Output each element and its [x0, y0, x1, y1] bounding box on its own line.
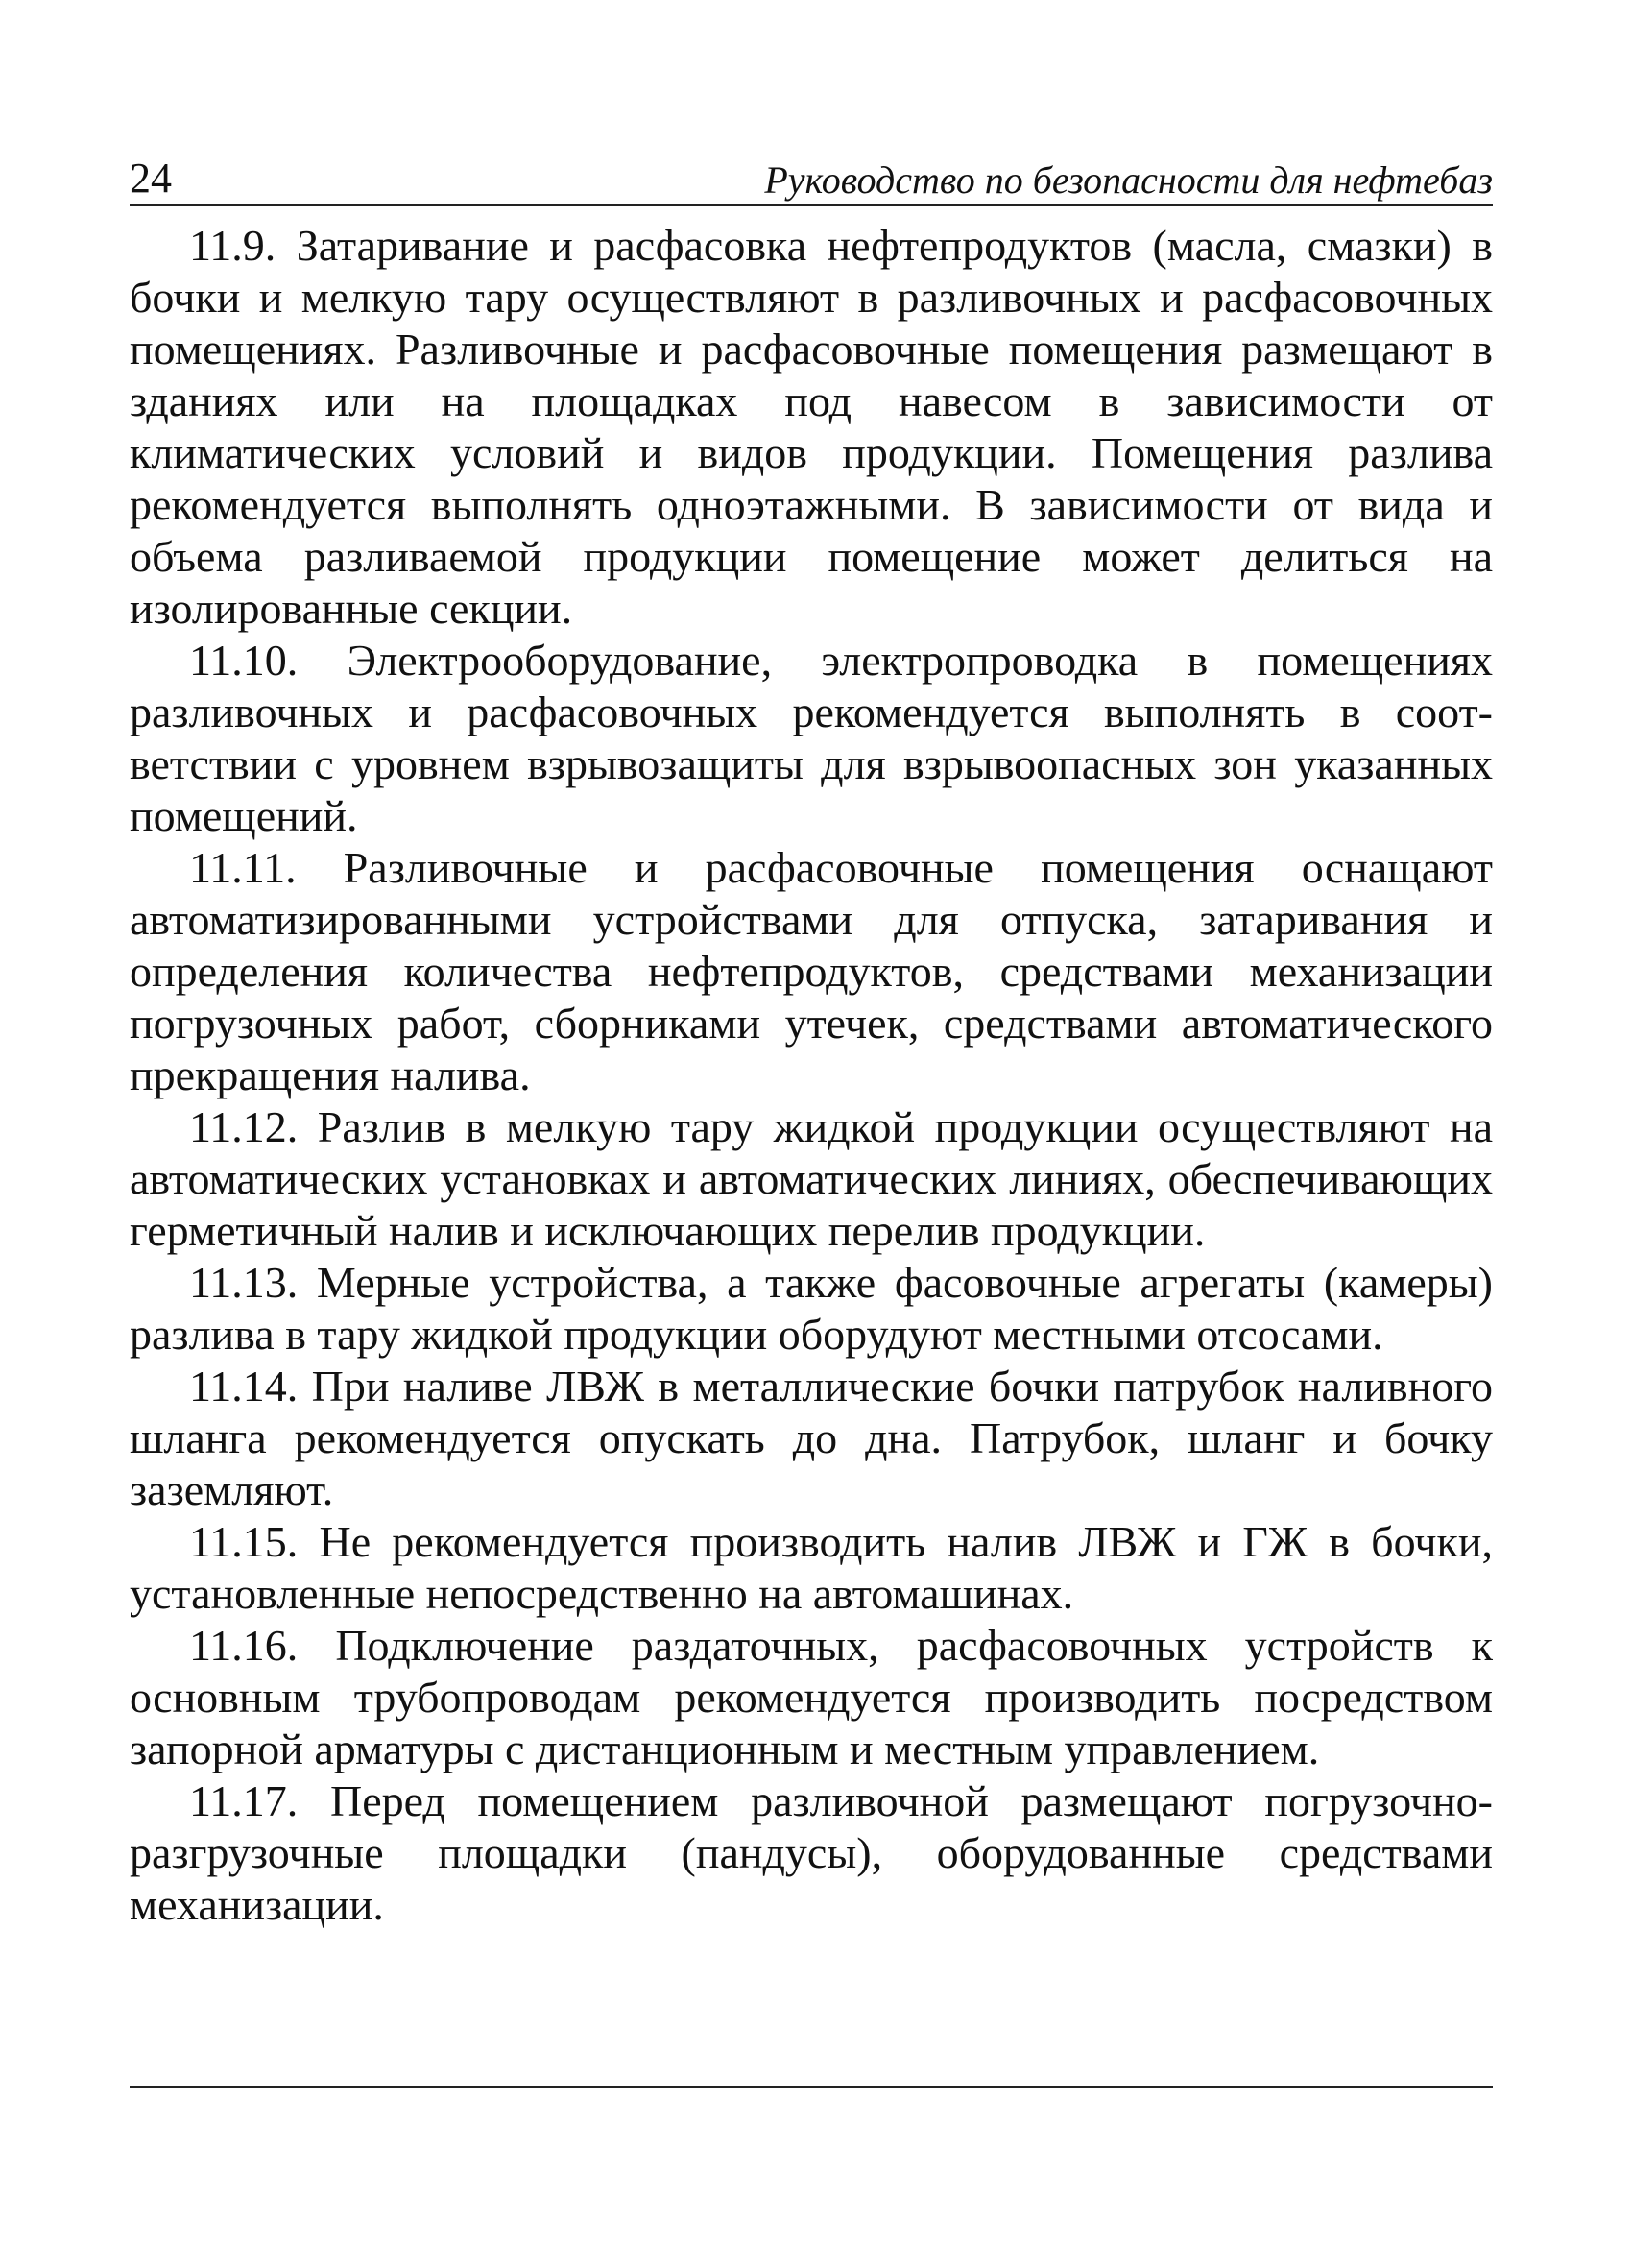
paragraph-11-16: 11.16. Подключение раздаточных, расфасовочных устройств к основным трубопроводам рекомендуется производить посредством запорной арматуры с дистанционным и местным управлением.	[130, 1621, 1493, 1773]
paragraph-11-15: 11.15. Не рекомендуется производить налив ЛВЖ и ГЖ в бочки, установленные непосредственно на автомашинах.	[130, 1517, 1493, 1618]
paragraph-11-14: 11.14. При наливе ЛВЖ в металлические бочки патрубок наливного шланга рекомендуется опускать до дна. Патрубок, шланг и бочку заземляют.	[130, 1362, 1493, 1514]
paragraph-11-10: 11.10. Электрооборудование, электропроводка в помещениях разливочных и расфасовочных рекомендуется выполнять в соответствии с уровнем взрывозащиты для взрывоопасных зон указанных помещений.	[130, 636, 1493, 840]
paragraph-11-9: 11.9. Затаривание и расфасовка нефтепродуктов (масла, смазки) в бочки и мелкую тару осуществляют в разливочных и расфасовочных помещениях. Разливочные и расфасовочные помещения размещают в зданиях или на площадках под навесом в зависимости от климатических условий и видов продукции. Помещения разлива рекомендуется выполнять одноэтажными. В зависимости от вида и объема разливаемой продукции помещение может делиться на изолированные секции.	[130, 221, 1493, 633]
paragraph-11-13: 11.13. Мерные устройства, а также фасовочные агрегаты (камеры) разлива в тару жидкой продукции оборудуют местными отсосами.	[130, 1258, 1493, 1359]
book-page	[130, 144, 1493, 1931]
paragraph-11-17: 11.17. Перед помещением разливочной размещают погрузочно-разгрузочные площадки (пандусы), оборудованные средствами механизации.	[130, 1776, 1493, 1929]
running-title: Руководство по безопасности для нефтебаз	[764, 158, 1493, 202]
paragraph-11-11: 11.11. Разливочные и расфасовочные помещения оснащают автоматизированными устройствами для отпуска, затаривания и определения количества нефтепродуктов, средствами механизации погрузочных работ, сборниками утечек, средствами автоматического прекращения налива.	[130, 843, 1493, 1099]
footer-divider	[130, 2086, 1493, 2088]
paragraph-11-12: 11.12. Разлив в мелкую тару жидкой продукции осуществляют на автоматических установках и автоматических линиях, обеспечивающих герметичный налив и исключающих перелив продукции.	[130, 1102, 1493, 1255]
page-number: 24	[130, 155, 172, 202]
page-header	[130, 144, 1493, 206]
body-text	[130, 220, 1493, 1931]
